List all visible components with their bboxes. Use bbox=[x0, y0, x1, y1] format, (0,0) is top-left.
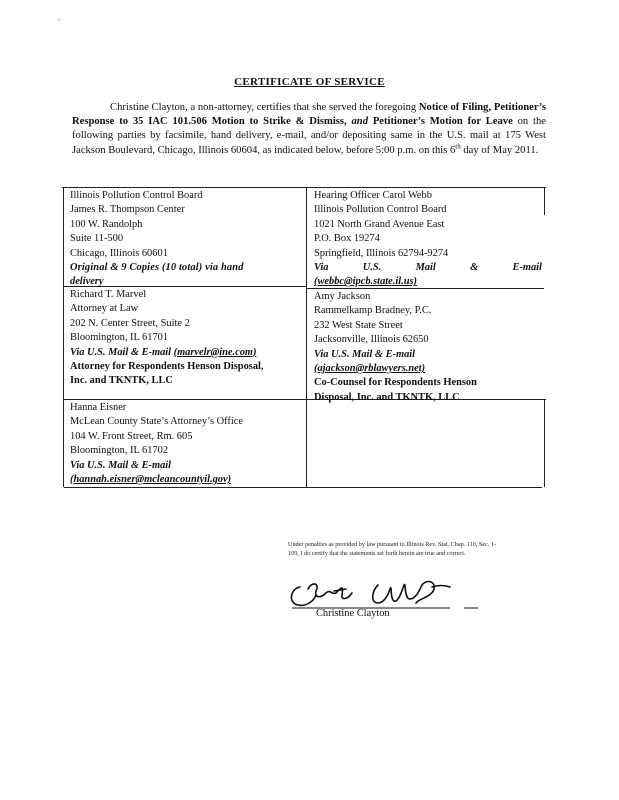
table-center-divider bbox=[306, 187, 307, 487]
party-eisner: Hanna Eisner McLean County State’s Attorney’s Office 104 W. Front Street, Rm. 605 Bloomington, IL 61702 Via U.S. Mail & E-mail (hannah.eisner@mcleancountyil.gov) bbox=[70, 401, 306, 487]
party-webb: Hearing Officer Carol Webb Illinois Pollution Control Board 1021 North Grand Avenue East P.O. Box 19274 Springfield, Illinois 62794-9274 Via U.S. Mail & E-mail (webbc@ipcb.state.il.us) bbox=[314, 189, 544, 290]
marvel-email-link[interactable]: (marvelr@ine.com) bbox=[173, 346, 257, 358]
table-right-border-top bbox=[544, 187, 545, 215]
table-right-border-bottom bbox=[544, 399, 545, 487]
signer-name: Christine Clayton bbox=[316, 608, 390, 619]
table-left-border bbox=[63, 187, 64, 487]
webb-email-link[interactable]: (webbc@ipcb.state.il.us) bbox=[314, 276, 418, 288]
table-top-rule bbox=[62, 187, 546, 188]
party-ipcb: Illinois Pollution Control Board James R. Thompson Center 100 W. Randolph Suite 11-500 Chicago, Illinois 60601 Original & 9 Copies (10 total) via hand delivery bbox=[70, 189, 302, 290]
ipcb-delivery-method: Original & 9 Copies (10 total) via hand bbox=[70, 262, 244, 274]
eisner-email-link[interactable]: (hannah.eisner@mcleancountyil.gov) bbox=[70, 474, 232, 486]
party-marvel: Richard T. Marvel Attorney at Law 202 N. Center Street, Suite 2 Bloomington, IL 61701 Via U.S. Mail & E-mail (marvelr@ine.com) Attorney for Respondents Henson Disposal, Inc. and TKNTK, LLC bbox=[70, 289, 264, 387]
jackson-email-link[interactable]: (ajackson@rblawyers.net) bbox=[314, 363, 426, 375]
webb-delivery-method: Via U.S. Mail & E-mail bbox=[314, 262, 542, 274]
intro-paragraph: Christine Clayton, a non-attorney, certifies that she served the foregoing Notice of Filing, Petitioner’s Response to 35 IAC 101.506 Motion to Strike & Dismiss, and Petitioner’s Motion for Leave on the following parties by facsimile, hand delivery, e-mail, and/or depositing same in the U.S. mail at 175 West Jackson Boulevard, Chicago, Illinois 60604, as indicated below, before 5:00 p.m. on this 6th day of May 2011. bbox=[72, 102, 546, 156]
party-jackson: Amy Jackson Rammelkamp Bradney, P.C. 232 West State Street Jacksonville, Illinois 62650 Via U.S. Mail & E-mail (ajackson@rblawyers.net) Co-Counsel for Respondents Henson Disposal, Inc. and TKNTK, LLC bbox=[314, 290, 544, 405]
page-title: CERTIFICATE OF SERVICE bbox=[234, 76, 385, 88]
scan-speck: ` bbox=[58, 18, 61, 27]
certification-statement: Under penalties as provided by law pursuant to Illinois Rev. Stat. Chap. 110, Sec. 1-109, I do certify that the statements set forth herein are true and correct. bbox=[288, 541, 497, 557]
